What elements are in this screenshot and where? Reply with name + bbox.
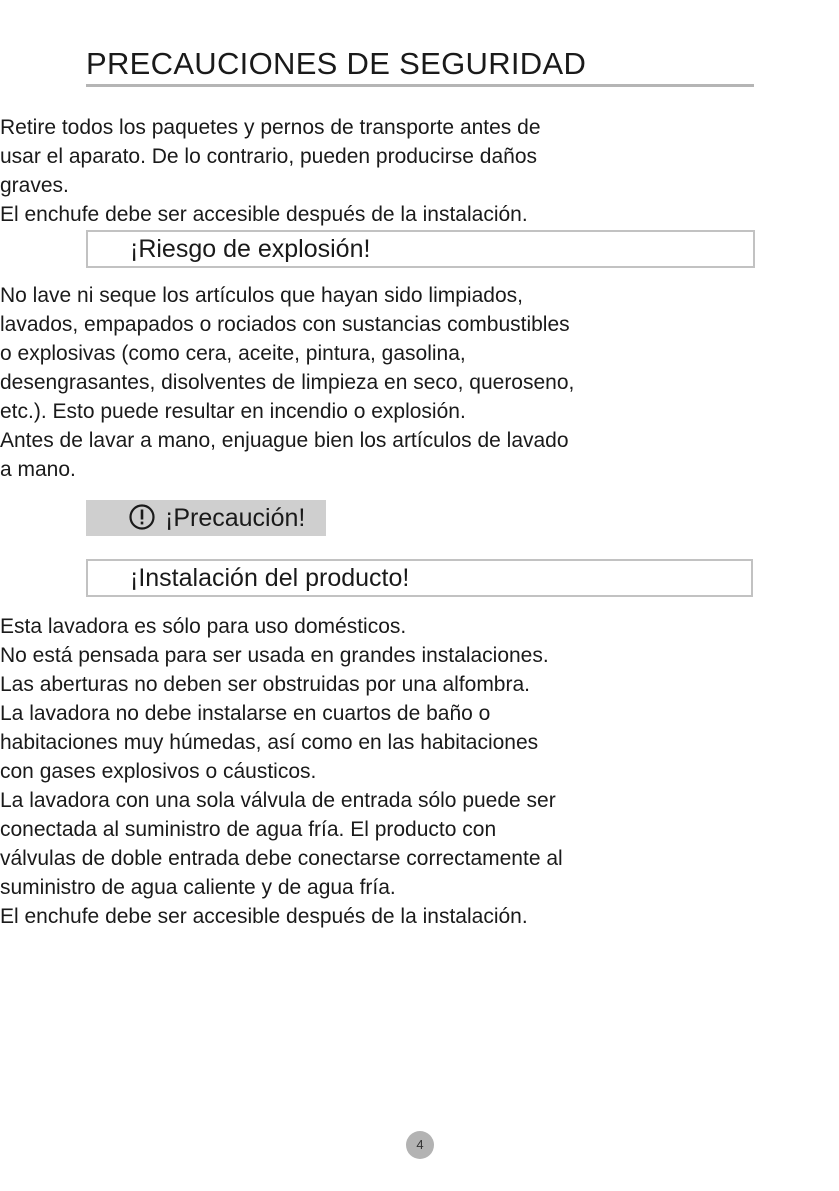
list-item xyxy=(0,200,640,229)
list-item-line: Las aberturas no deben ser obstruidas por una alfombra. xyxy=(0,673,530,696)
intro-bullet-list xyxy=(0,113,640,229)
list-item-line: desengrasantes, disolventes de limpieza en seco, queroseno, xyxy=(0,371,575,394)
caution-label: ¡Precaución! xyxy=(165,504,306,532)
list-item-line: No está pensada para ser usada en grandes instalaciones. xyxy=(0,644,549,667)
list-item-line: con gases explosivos o cáusticos. xyxy=(0,760,317,783)
list-item-line: El enchufe debe ser accesible después de la instalación. xyxy=(0,203,528,226)
product-installation-heading: ¡Instalación del producto! xyxy=(86,559,753,597)
page-number-badge: 4 xyxy=(406,1131,434,1159)
list-item xyxy=(0,786,660,902)
list-item-line: usar el aparato. De lo contrario, pueden producirse daños xyxy=(0,145,537,168)
list-item xyxy=(0,426,670,484)
list-item-line: Esta lavadora es sólo para uso domésticos. xyxy=(0,615,407,638)
page-title: PRECAUCIONES DE SEGURIDAD xyxy=(86,46,587,81)
installation-bullet-list xyxy=(0,612,660,931)
list-item-line: Antes de lavar a mano, enjuague bien los artículos de lavado xyxy=(0,429,569,452)
list-item xyxy=(0,641,660,670)
list-item-line: lavados, empapados o rociados con sustancias combustibles xyxy=(0,313,570,336)
list-item-line: habitaciones muy húmedas, así como en las habitaciones xyxy=(0,731,539,754)
explosion-bullet-list xyxy=(0,281,670,484)
list-item-line: graves. xyxy=(0,174,69,197)
list-item-line: suministro de agua caliente y de agua fría. xyxy=(0,876,396,899)
list-item-line: La lavadora con una sola válvula de entrada sólo puede ser xyxy=(0,789,556,812)
list-item xyxy=(0,113,640,200)
list-item xyxy=(0,902,660,931)
list-item xyxy=(0,699,660,786)
list-item xyxy=(0,612,660,641)
list-item-line: Retire todos los paquetes y pernos de transporte antes de xyxy=(0,116,541,139)
list-item-line: a mano. xyxy=(0,458,76,481)
list-item-line: o explosivas (como cera, aceite, pintura, gasolina, xyxy=(0,342,466,365)
list-item-line: La lavadora no debe instalarse en cuartos de baño o xyxy=(0,702,491,725)
list-item xyxy=(0,670,660,699)
title-underline xyxy=(86,84,754,87)
exclamation-circle-icon xyxy=(128,503,156,531)
list-item-line: etc.). Esto puede resultar en incendio o explosión. xyxy=(0,400,466,423)
list-item-line: conectada al suministro de agua fría. El producto con xyxy=(0,818,497,841)
list-item xyxy=(0,281,670,426)
explosion-risk-heading: ¡Riesgo de explosión! xyxy=(86,230,755,268)
list-item-line: No lave ni seque los artículos que hayan sido limpiados, xyxy=(0,284,523,307)
list-item-line: válvulas de doble entrada debe conectarse correctamente al xyxy=(0,847,563,870)
list-item-line: El enchufe debe ser accesible después de la instalación. xyxy=(0,905,528,928)
